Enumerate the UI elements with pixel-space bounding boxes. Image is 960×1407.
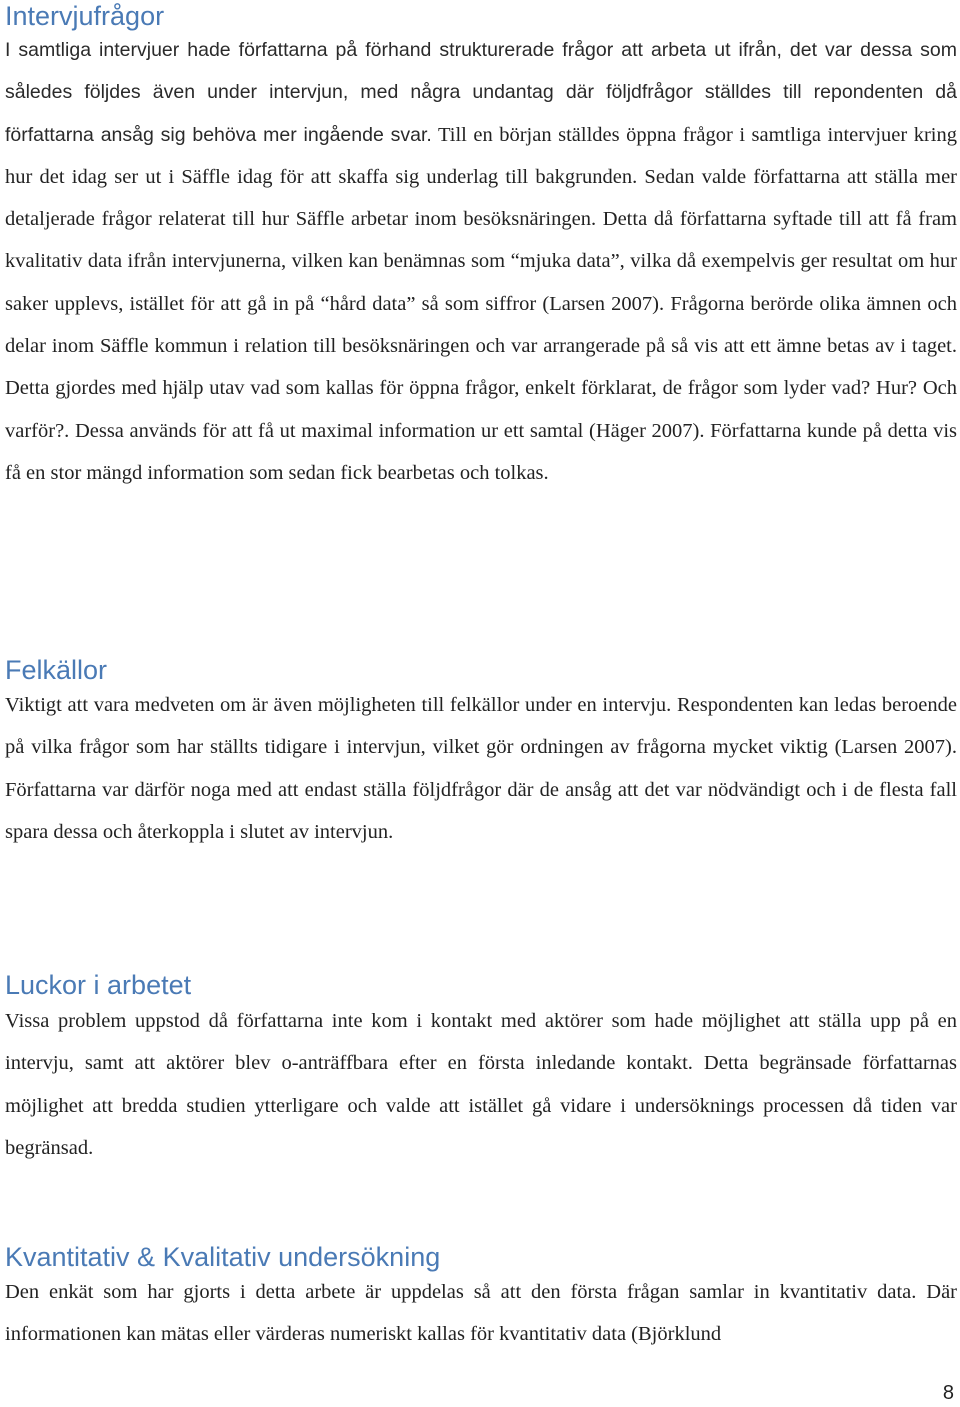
paragraph-sans-part: I samtliga intervjuer hade författarna på förhand strukturerade frågor att arbeta ut ifrån, det var dessa som således följdes även under intervjun, med några undantag där följdfrågor ställdes till repondenten då författarna ansåg sig behöva mer ingående svar. bbox=[5, 39, 957, 146]
section-heading-luckor: Luckor i arbetet bbox=[5, 970, 192, 1000]
section-heading-intervjufragor: Intervjufrågor bbox=[5, 1, 165, 31]
section-paragraph-intervjufragor bbox=[5, 29, 957, 494]
section-paragraph-luckor: Vissa problem uppstod då författarna inte kom i kontakt med aktörer som hade möjlighet att ställa upp på en intervju, samt att aktörer blev o-anträffbara efter en första inledande kontakt. Detta begränsade författarnas möjlighet att bredda studien ytterligare och valde att istället gå vidare i undersöknings processen då tiden var begränsad. bbox=[5, 1010, 957, 1159]
section-paragraph-kvantitativ: Den enkät som har gjorts i detta arbete är uppdelas så att den första frågan samlar in kvantitativ data. Där informationen kan mätas eller värderas numeriskt kallas för kvantitativ data (Björklund bbox=[5, 1281, 957, 1346]
page-number: 8 bbox=[942, 1382, 954, 1404]
section-paragraph-felkallor: Viktigt att vara medveten om är även möjligheten till felkällor under en intervju. Respondenten kan ledas beroende på vilka frågor som har ställts tidigare i intervjun, vilket gör ordningen av frågorna mycket viktig (Larsen 2007). Författarna var därför noga med att endast ställa följdfrågor där de ansåg att det var nödvändigt och i de flesta fall spara dessa och återkoppla i slutet av intervjun. bbox=[5, 694, 957, 843]
paragraph-serif-part: Till en början ställdes öppna frågor i samtliga intervjuer kring hur det idag ser ut i Säffle idag för att skaffa sig underlag till bakgrunden. Sedan valde författarna att ställa mer detaljerade frågor relaterat till hur Säffle arbetar inom besöksnäringen. Detta då författarna syftade till att få fram kvalitativ data ifrån intervjunerna, vilken kan benämnas som “mjuka data”, vilka då exempelvis ger resultat om hur saker upplevs, istället för att gå in på “hård data” så som siffror (Larsen 2007). Frågorna berörde olika ämnen och delar inom Säffle kommun i relation till besöksnäringen och var arrangerade på så vis att ett ämne betas av i taget. Detta gjordes med hjälp utav vad som kallas för öppna frågor, enkelt förklarat, de frågor som lyder vad? Hur? Och varför?. Dessa används för att få ut maximal information ur ett samtal (Häger 2007). Författarna kunde på detta vis få en stor mängd information som sedan fick bearbetas och tolkas. bbox=[5, 123, 957, 484]
section-heading-kvantitativ: Kvantitativ & Kvalitativ undersökning bbox=[5, 1242, 441, 1272]
section-heading-felkallor: Felkällor bbox=[5, 655, 108, 685]
